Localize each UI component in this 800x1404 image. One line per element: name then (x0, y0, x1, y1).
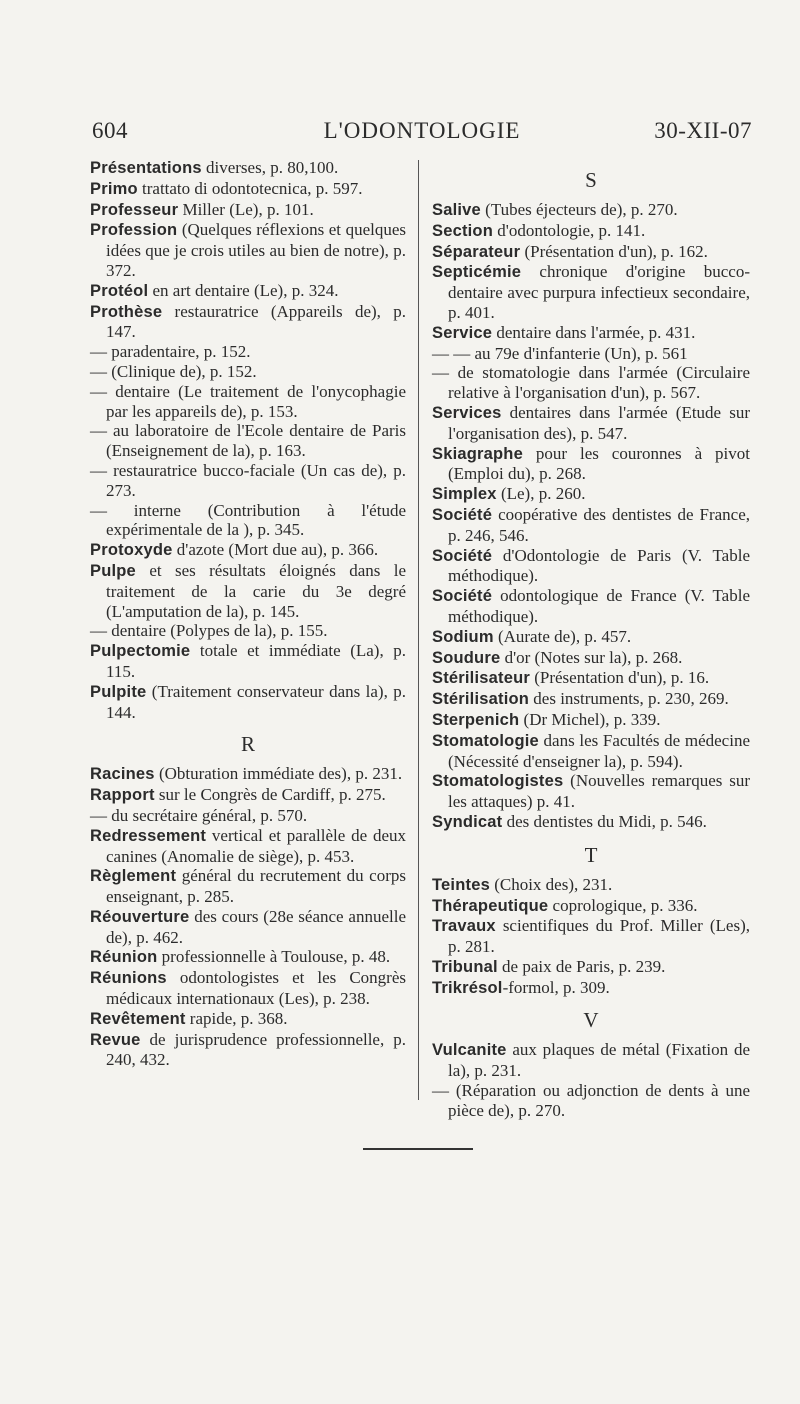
entry-headword: Professeur (90, 200, 179, 219)
index-entry (432, 978, 750, 999)
entry-headword: Réunion (90, 948, 158, 967)
index-entry (432, 586, 750, 627)
entry-text: professionnelle à Toulouse, p. 48. (157, 947, 391, 967)
right-column (432, 158, 750, 1121)
entry-text: (Tubes éjecteurs de), p. 270. (480, 200, 678, 219)
entry-headword: Services (432, 403, 502, 422)
entry-text: Miller (Le), p. 101. (178, 199, 314, 219)
index-entry (432, 505, 750, 546)
entry-headword: Skiagraphe (432, 444, 523, 463)
entry-headword: Redressement (90, 826, 207, 845)
entry-headword: Stérilisation (432, 690, 530, 709)
index-entry (90, 907, 406, 948)
entry-headword: Règlement (90, 867, 177, 886)
entry-headword: Revue (90, 1030, 141, 1049)
entry-headword: Pulpectomie (90, 642, 191, 661)
entry-text: — au laboratoire de l'Ecole dentaire de Paris (Enseignement de la), p. 163. (90, 421, 406, 461)
section-letter: T (584, 842, 598, 867)
index-entry (90, 561, 406, 621)
entry-text: dans les Facultés de médecine (Nécessité d'enseigner la), p. 594). (448, 730, 750, 771)
entry-text: aux plaques de métal (Fixation de la), p. 231. (448, 1040, 750, 1081)
index-entry (90, 501, 406, 541)
index-entry (90, 158, 406, 179)
section-letter: S (585, 168, 597, 192)
index-entry (90, 220, 406, 280)
entry-headword: Présentations (90, 159, 202, 177)
index-entry (90, 382, 406, 422)
entry-headword: Thérapeutique (432, 896, 549, 915)
index-entry (90, 764, 406, 785)
entry-text: (Traitement conservateur dans la), p. 144. (106, 681, 406, 722)
entry-headword: Stérilisateur (432, 669, 530, 688)
entry-text: — dentaire (Le traitement de l'onycophagie par les appareils de), p. 153. (90, 381, 406, 421)
entry-headword: Tribunal (432, 957, 498, 976)
index-entry (90, 421, 406, 461)
index-entry (432, 875, 750, 896)
entry-text: (Choix des), 231. (489, 874, 613, 894)
entry-headword: Stomatologie (432, 731, 539, 750)
index-entry (90, 342, 406, 362)
entry-text: des dentistes du Midi, p. 546. (502, 811, 707, 831)
index-entry (432, 668, 750, 689)
entry-text: trattato di odontotecnica, p. 597. (137, 178, 363, 198)
entry-headword: Syndicat (432, 812, 503, 831)
entry-headword: Réunions (90, 969, 167, 988)
entry-text: (Dr Michel), p. 339. (519, 709, 661, 729)
entry-headword: Septicémie (432, 263, 522, 282)
left-column (90, 158, 406, 1070)
entry-headword: Sodium (432, 627, 494, 646)
index-entry (90, 200, 406, 221)
entry-headword: Racines (90, 765, 155, 784)
journal-title: L'ODONTOLOGIE (323, 118, 521, 143)
entry-text: général du recrutement du corps enseignant, p. 285. (106, 866, 406, 907)
entry-headword: Teintes (432, 875, 490, 894)
index-entry (432, 710, 750, 731)
entry-text: d'Odontologie de Paris (V. Table méthodique). (448, 545, 750, 586)
index-entry (90, 806, 406, 826)
index-entry (432, 896, 750, 917)
entry-text: de jurisprudence professionnelle, p. 240, 432. (106, 1029, 406, 1070)
index-entry (90, 785, 406, 806)
entry-headword: Rapport (90, 786, 155, 805)
index-entry (432, 403, 750, 444)
entry-text: — paradentaire, p. 152. (90, 342, 251, 362)
entry-text: chronique d'origine bucco-dentaire avec purpura infectieux secondaire, p. 401. (448, 262, 750, 322)
entry-text: d'azote (Mort due au), p. 366. (172, 540, 379, 560)
entry-headword: Vulcanite (432, 1041, 507, 1060)
entry-text: coprologique, p. 336. (548, 895, 698, 915)
index-entry (432, 363, 750, 403)
index-entry (90, 540, 406, 561)
entry-text: en art dentaire (Le), p. 324. (148, 280, 339, 300)
entry-text: — (Clinique de), p. 152. (90, 361, 257, 381)
entry-text: pour les couronnes à pivot (Emploi du), p. 268. (448, 443, 750, 484)
entry-text: restauratrice (Appareils de), p. 147. (106, 301, 406, 342)
index-entry (432, 323, 750, 344)
index-entry (90, 866, 406, 907)
entry-headword: Soudure (432, 648, 501, 667)
entry-text: d'odontologie, p. 141. (493, 220, 646, 240)
entry-text: (Présentation d'un), p. 162. (520, 241, 708, 261)
index-entry (90, 641, 406, 682)
entry-text: (Le), p. 260. (496, 484, 586, 504)
entry-text: -formol, p. 309. (502, 977, 610, 997)
page-number: 604 (92, 118, 128, 143)
index-entry (432, 916, 750, 957)
index-entry (432, 689, 750, 710)
entry-text: (Nouvelles remarques sur les attaques) p. 41. (448, 771, 750, 812)
index-entry (90, 947, 406, 968)
entry-headword: Revêtement (90, 1009, 186, 1028)
entry-text: diverses, p. 80,100. (201, 158, 339, 177)
entry-headword: Profession (90, 221, 178, 240)
entry-text: (Aurate de), p. 457. (493, 626, 632, 646)
entry-text: — du secrétaire général, p. 570. (90, 805, 308, 825)
entry-text: scientifiques du Prof. Miller (Les), p. 281. (448, 916, 750, 957)
index-entry (90, 362, 406, 382)
index-entry (90, 179, 406, 200)
index-entry (432, 221, 750, 242)
entry-text: coopérative des dentistes de France, p. 246, 546. (448, 504, 750, 545)
entry-headword: Simplex (432, 485, 497, 504)
index-entry (432, 731, 750, 772)
entry-text: — (Réparation ou adjonction de dents à une pièce de), p. 270. (432, 1081, 750, 1120)
index-entry (90, 682, 406, 723)
index-entry (432, 484, 750, 505)
index-entry (432, 344, 750, 364)
entry-text: dentaires dans l'armée (Etude sur l'organisation des), p. 547. (448, 402, 750, 443)
entry-text: des cours (28e séance annuelle de), p. 462. (106, 906, 406, 947)
entry-text: dentaire dans l'armée, p. 431. (492, 322, 696, 342)
entry-headword: Primo (90, 179, 138, 198)
entry-headword: Pulpite (90, 682, 147, 701)
index-entry (432, 1040, 750, 1081)
entry-headword: Salive (432, 201, 481, 219)
entry-headword: Service (432, 323, 493, 342)
entry-text: vertical et parallèle de deux canines (Anomalie de siège), p. 453. (106, 825, 406, 866)
index-entry (432, 546, 750, 587)
running-header (92, 112, 752, 152)
entry-text: — de stomatologie dans l'armée (Circulaire relative à l'organisation d'un), p. 567. (432, 363, 750, 403)
entry-text: — dentaire (Polypes de la), p. 155. (90, 621, 328, 641)
entry-text: (Obturation immédiate des), p. 231. (154, 764, 403, 784)
entry-headword: Société (432, 546, 493, 565)
entry-text: rapide, p. 368. (185, 1008, 288, 1028)
entry-headword: Pulpe (90, 561, 136, 580)
issue-date: 30-XII-07 (654, 118, 752, 143)
entry-headword: Séparateur (432, 242, 521, 261)
entry-headword: Société (432, 505, 493, 524)
entry-text: et ses résultats éloignés dans le traitement de la carie du 3e degré (L'amputation de la), p. 145. (106, 560, 406, 621)
index-entry (432, 262, 750, 322)
column-divider (418, 160, 419, 1100)
entry-headword: Prothèse (90, 302, 163, 321)
entry-text: de paix de Paris, p. 239. (497, 956, 666, 976)
entry-text: des instruments, p. 230, 269. (529, 689, 729, 709)
entry-text: sur le Congrès de Cardiff, p. 275. (154, 785, 386, 805)
entry-headword: Société (432, 587, 493, 606)
index-entry (432, 771, 750, 812)
entry-headword: Protéol (90, 281, 149, 300)
entry-text: totale et immédiate (La), p. 115. (106, 641, 406, 681)
index-entry (90, 281, 406, 302)
entry-headword: Travaux (432, 917, 496, 936)
entry-text: odontologistes et les Congrès médicaux internationaux (Les), p. 238. (106, 968, 406, 1009)
index-entry (90, 1009, 406, 1030)
entry-text: — — au 79e d'infanterie (Un), p. 561 (432, 343, 688, 363)
entry-text: odontologique de France (V. Table méthodique). (448, 586, 750, 626)
entry-text: — interne (Contribution à l'étude expérimentale de la ), p. 345. (90, 500, 406, 540)
index-entry (90, 302, 406, 343)
entry-headword: Sterpenich (432, 710, 520, 729)
section-letter: R (240, 732, 255, 757)
index-entry (90, 621, 406, 641)
index-entry (90, 1030, 406, 1071)
index-entry (90, 826, 406, 867)
index-entry (432, 1081, 750, 1121)
index-entry (90, 968, 406, 1009)
entry-headword: Trikrésol (432, 978, 503, 997)
index-entry (432, 812, 750, 833)
entry-text: (Présentation d'un), p. 16. (529, 668, 710, 688)
entry-headword: Protoxyde (90, 541, 173, 560)
entry-text: (Quelques réflexions et quelques idées que je crois utiles au bien de notre), p. 372. (106, 220, 406, 280)
index-entry (432, 444, 750, 485)
index-entry (432, 648, 750, 669)
entry-headword: Section (432, 221, 493, 240)
entry-headword: Stomatologistes (432, 772, 564, 791)
index-entry (432, 242, 750, 263)
section-letter: V (583, 1008, 599, 1033)
entry-headword: Réouverture (90, 907, 190, 926)
index-entry (432, 957, 750, 978)
entry-text: — restauratrice bucco-faciale (Un cas de), p. 273. (90, 460, 406, 500)
end-rule (363, 1148, 473, 1150)
entry-text: d'or (Notes sur la), p. 268. (500, 647, 683, 667)
index-entry (432, 627, 750, 648)
index-entry (432, 200, 750, 221)
index-entry (90, 461, 406, 501)
